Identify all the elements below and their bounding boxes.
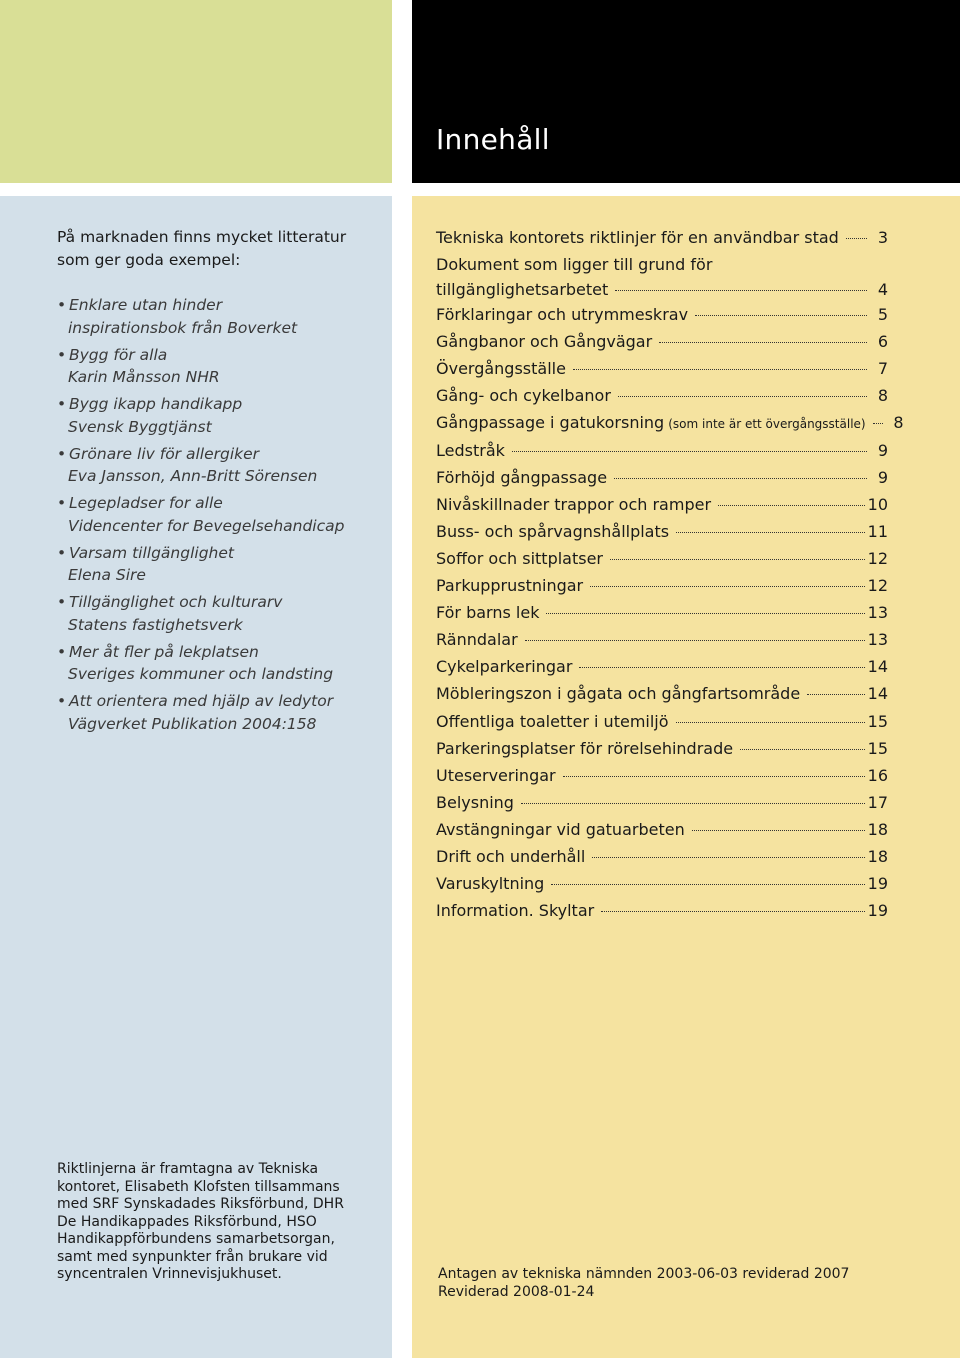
literature-item [57, 443, 387, 488]
toc-entry [436, 818, 888, 845]
toc-page-number: 18 [867, 846, 888, 866]
toc-page-number: 7 [877, 359, 888, 379]
toc-entry [436, 303, 888, 330]
bullet-icon: • [57, 593, 67, 611]
toc-page-number: 18 [867, 819, 888, 839]
toc-page-number: 15 [867, 738, 888, 758]
toc-page-number: 14 [867, 684, 888, 704]
toc-title: Drift och underhåll [436, 846, 586, 866]
toc-page-number: 13 [867, 603, 888, 623]
toc-title: Varuskyltning [436, 874, 545, 894]
toc-entry [436, 655, 888, 682]
green-color-block [0, 0, 392, 183]
literature-intro: På marknaden finns mycket litteratur som ger goda exempel: [57, 228, 347, 269]
toc-leader [592, 857, 864, 858]
table-of-contents [436, 226, 904, 926]
toc-entry [436, 682, 888, 709]
bullet-icon: • [57, 345, 67, 364]
toc-page-number: 11 [867, 521, 888, 541]
literature-title: Enklare utan hinder [69, 296, 223, 314]
toc-leader [546, 613, 864, 614]
toc-page-number: 5 [877, 305, 888, 325]
bullet-icon: • [57, 642, 67, 661]
toc-leader [718, 505, 865, 506]
literature-title: Mer åt fler på lekplatsen [69, 642, 259, 661]
toc-title: Möbleringszon i gågata och gångfartsområde [436, 684, 801, 704]
adoption-date: Antagen av tekniska nämnden 2003-06-03 reviderad 2007 [438, 1266, 850, 1282]
toc-entry [436, 466, 888, 493]
toc-page-number: 12 [867, 576, 888, 596]
toc-entry [436, 737, 888, 764]
toc-page-number: 19 [867, 901, 888, 921]
toc-entry [436, 764, 888, 791]
toc-page-number: 19 [867, 874, 888, 894]
literature-item [57, 591, 387, 636]
toc-leader [676, 532, 865, 533]
toc-entry [436, 520, 888, 547]
literature-source: Svensk Byggtjänst [68, 417, 212, 436]
toc-entry [436, 493, 888, 520]
toc-leader [579, 667, 864, 668]
toc-title: Tekniska kontorets riktlinjer för en användbar stad [436, 228, 839, 247]
toc-leader [610, 559, 865, 560]
toc-title: För barns lek [436, 603, 540, 623]
toc-title: Avstängningar vid gatuarbeten [436, 819, 685, 839]
literature-source: Statens fastighetsverk [68, 615, 243, 634]
bullet-icon: • [57, 296, 67, 314]
toc-leader [551, 884, 864, 885]
toc-page-number: 15 [867, 711, 888, 731]
toc-title: Gång- och cykelbanor [436, 386, 611, 406]
toc-page-number: 16 [867, 765, 888, 785]
literature-item [57, 641, 387, 686]
literature-source: inspirationsbok från Boverket [68, 318, 298, 337]
credits-text: Riktlinjerna är framtagna av Tekniska kontoret, Elisabeth Klofsten tillsammans med SRF Synskadades Riksförbund, DHR De Handikappades Riksförbund, HSO Handikappförbundens samarbetsorgan, samt med synpunkter från brukare vid syncentralen Vrinnevisjukhuset. [57, 1161, 344, 1282]
toc-title: Information. Skyltar [436, 901, 595, 921]
toc-leader [601, 911, 864, 912]
toc-leader [563, 776, 865, 777]
toc-entry [436, 411, 904, 438]
literature-title: Tillgänglighet och kulturarv [69, 593, 283, 611]
toc-entry [436, 439, 888, 466]
toc-entry [436, 574, 888, 601]
toc-entry [436, 710, 888, 737]
toc-title: Gångbanor och Gångvägar [436, 332, 653, 352]
toc-title: Parkupprustningar [436, 576, 584, 596]
literature-source: Videncenter for Bevegelsehandicap [68, 516, 345, 535]
revision-date: Reviderad 2008-01-24 [438, 1283, 595, 1300]
toc-leader [740, 749, 865, 750]
toc-title: Uteserveringar [436, 765, 556, 785]
literature-title: Grönare liv för allergiker [69, 444, 260, 463]
toc-leader [692, 830, 865, 831]
toc-entry [436, 330, 888, 357]
literature-title: Legepladser for alle [69, 494, 223, 512]
toc-entry [436, 601, 888, 628]
toc-leader [676, 722, 865, 723]
toc-page-number: 6 [877, 332, 888, 352]
toc-leader [521, 803, 865, 804]
page-title: Innehåll [436, 123, 550, 156]
toc-title: Förklaringar och utrymmeskrav [436, 305, 689, 325]
toc-entry [436, 628, 888, 655]
bullet-icon: • [57, 444, 67, 463]
literature-title: Bygg för alla [69, 345, 168, 364]
literature-source: Sveriges kommuner och landsting [68, 665, 334, 683]
toc-page-number: 9 [877, 440, 888, 460]
toc-title: Gångpassage i gatukorsning [436, 413, 665, 433]
toc-title: Ledstråk [436, 440, 505, 460]
toc-leader [873, 423, 883, 424]
literature-item [57, 344, 387, 389]
literature-title: Att orientera med hjälp av ledytor [69, 692, 334, 710]
toc-leader [807, 694, 864, 695]
toc-page-number: 13 [867, 630, 888, 650]
toc-page-number: 12 [867, 548, 888, 568]
toc-leader [618, 396, 867, 397]
adoption-note [438, 1266, 878, 1301]
bullet-icon: • [57, 543, 67, 562]
toc-title: Dokument som ligger till grund för [436, 255, 713, 275]
bullet-icon: • [57, 692, 67, 710]
toc-title-continued: tillgänglighetsarbetet [436, 280, 609, 300]
toc-leader [615, 290, 867, 291]
toc-leader [512, 451, 867, 452]
toc-entry [436, 357, 888, 384]
toc-entry [436, 791, 888, 818]
toc-leader [846, 238, 867, 239]
literature-title: Bygg ikapp handikapp [69, 395, 243, 413]
toc-page-number: 14 [867, 657, 888, 677]
toc-leader [590, 586, 865, 587]
toc-entry [436, 845, 888, 872]
toc-title: Nivåskillnader trappor och ramper [436, 494, 712, 514]
toc-page-number: 10 [867, 494, 888, 514]
toc-page-number: 9 [877, 467, 888, 487]
toc-title: Buss- och spårvagnshållplats [436, 521, 670, 541]
toc-title: Övergångsställe [436, 359, 566, 379]
bullet-icon: • [57, 494, 67, 512]
toc-entry [436, 384, 888, 411]
literature-source: Elena Sire [68, 566, 146, 584]
toc-entry [436, 253, 888, 303]
literature-source: Karin Månsson NHR [68, 368, 220, 386]
literature-source: Eva Jansson, Ann-Britt Sörensen [68, 467, 318, 485]
literature-item [57, 542, 387, 587]
toc-page-number: 4 [877, 280, 888, 300]
toc-leader [695, 315, 867, 316]
toc-entry [436, 226, 888, 253]
toc-title: Ränndalar [436, 630, 518, 650]
toc-leader [525, 640, 865, 641]
toc-entry [436, 872, 888, 899]
toc-title: Cykelparkeringar [436, 657, 573, 677]
toc-entry [436, 547, 888, 574]
literature-item [57, 393, 387, 438]
literature-item [57, 492, 387, 537]
toc-page-number: 3 [877, 228, 888, 247]
literature-item [57, 690, 387, 735]
toc-title: Offentliga toaletter i utemiljö [436, 711, 669, 731]
literature-source: Vägverket Publikation 2004:158 [68, 714, 317, 733]
toc-leader [573, 369, 867, 370]
literature-item [57, 294, 387, 339]
toc-page-number: 8 [893, 413, 904, 433]
toc-entry [436, 899, 888, 926]
toc-title: Förhöjd gångpassage [436, 467, 608, 487]
toc-leader [614, 478, 867, 479]
toc-title: Soffor och sittplatser [436, 548, 603, 568]
toc-page-number: 8 [877, 386, 888, 406]
toc-note: (som inte är ett övergångsställe) [668, 417, 866, 432]
toc-leader [659, 342, 867, 343]
toc-title: Belysning [436, 792, 514, 812]
literature-title: Varsam tillgänglighet [69, 543, 234, 562]
toc-title: Parkeringsplatser för rörelsehindrade [436, 738, 734, 758]
bullet-icon: • [57, 395, 67, 413]
toc-page-number: 17 [867, 792, 888, 812]
literature-list [57, 294, 387, 740]
